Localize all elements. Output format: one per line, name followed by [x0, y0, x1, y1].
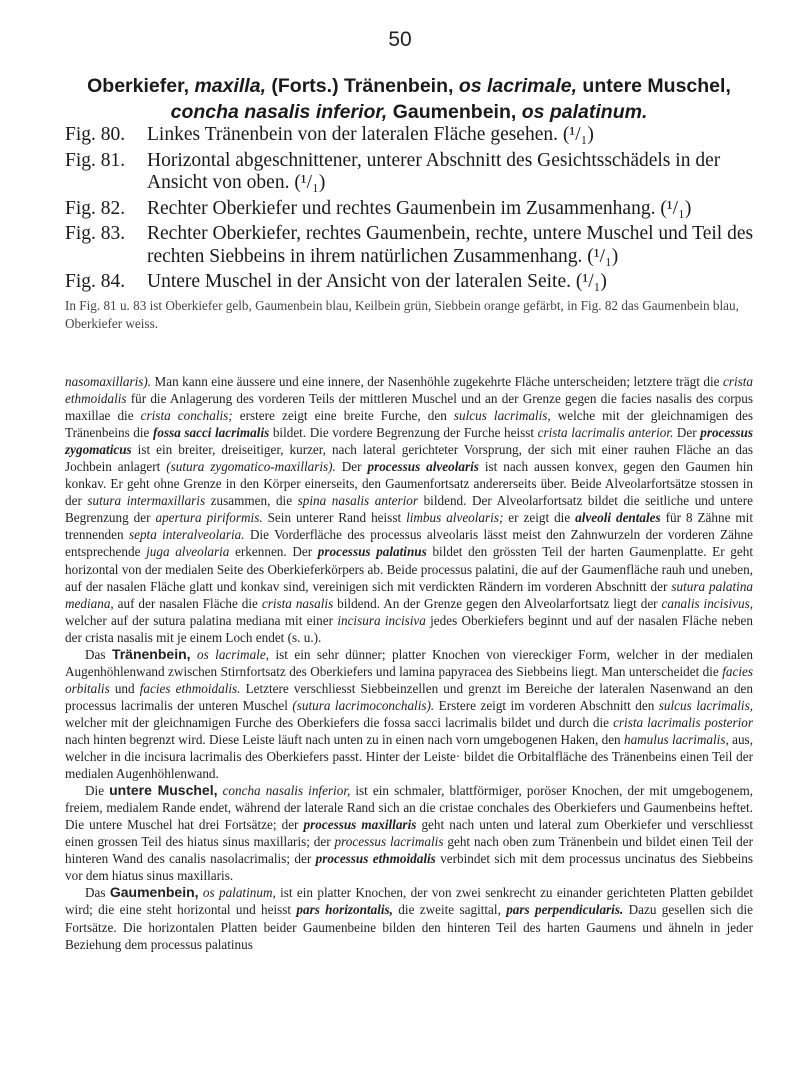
text-run: welcher auf der sutura palatina mediana mit einer [65, 612, 338, 628]
text-run: ist ein sehr dünner; platter Knochen von viereckiger Form, welcher in der medialen Augenhöhlenwand zwischen Stirnfortsatz des Oberkiefers und lamina papyracea des Siebbeins liegt. Man unterscheidet die [65, 646, 753, 679]
figure-caption [65, 124, 755, 147]
text-run: Die Vorderfläche des processus alveolaris lässt meist den Zahnwurzeln der vorderen Zähne entsprechende [65, 527, 753, 560]
text-run: jedes Oberkiefers beginnt und auf der nasalen Fläche neben der crista nasalis mit je einem Loch endet (s. u.). [65, 612, 753, 645]
figure-caption [65, 150, 755, 195]
title-part-latin: os lacrimale, [458, 75, 577, 97]
title-part: Gaumenbein, [387, 101, 522, 123]
term: pars horizontalis, [296, 902, 393, 918]
text-run: ist nach aussen konvex, gegen den Gaumen hin konkav. Er geht ohne Grenze in den Körper einerseits, den Gaumenfortsatz andererseits über. Beide Alveolarfortsätze stossen in der [65, 459, 754, 509]
figure-list [65, 124, 755, 333]
text-run: Das [85, 885, 110, 901]
text-run: verbindet sich mit dem processus uncinatus des Siebbeins vor dem hiatus sinus maxillaris. [65, 851, 753, 884]
text-run: Man kann eine äussere und eine innere, der Nasenhöhle zugekehrte Fläche unterscheiden; letztere trägt die [151, 374, 723, 389]
text-run: für 8 Zähne mit trennenden [65, 510, 753, 543]
term: concha nasalis inferior, [222, 783, 351, 799]
figure-text: Horizontal abgeschnittener, unterer Abschnitt des Gesichtsschädels in der Ansicht von oben. (¹/₁) [147, 149, 721, 193]
text-run: Der [335, 459, 368, 475]
text-run: erkennen. Der [229, 544, 318, 560]
text-run: aus, welcher in die incisura lacrimalis des Oberkiefers passt. Hinter der Leiste· bildet die Orbitalfläche des Tränenbeins einen Teil der medialen Augenhöhlenwand. [65, 731, 753, 782]
text-run: ist ein platter Knochen, der von zwei senkrecht zu einander gerichteten Platten gebildet wird; die eine steht horizontal und heisst [65, 885, 753, 918]
term: crista nasalis [261, 595, 334, 611]
term: os palatinum, [202, 885, 276, 901]
term: sulcus lacrimalis, [658, 697, 753, 713]
term: canalis incisivus, [661, 595, 753, 611]
term: processus zygomaticus [65, 425, 753, 458]
page-number: 50 [388, 28, 412, 51]
page-title [64, 73, 754, 125]
text-run: welcher mit der gleichnamigen Furche des Oberkiefers die fossa sacci lacrimalis bildet und durch die [65, 714, 614, 730]
title-part: untere Muschel, [577, 75, 731, 97]
text-run: ist ein breiter, dreiseitiger, kurzer, nach lateral gerichteter Vorsprung, der sich mit einer rauhen Fläche an das Jochbein anlagert [65, 442, 753, 475]
term: facies orbitalis [65, 663, 753, 696]
title-part-latin: os palatinum. [521, 101, 648, 123]
text-run: er zeigt die [503, 510, 576, 526]
term: processus maxillaris [303, 817, 417, 833]
paragraph [65, 373, 753, 646]
text-run: zusammen, die [205, 493, 298, 509]
term: fossa sacci lacrimalis [152, 425, 270, 441]
figure-label: Fig. 81. [65, 149, 126, 171]
body-text [65, 373, 753, 953]
term: Gaumenbein, [109, 884, 199, 901]
term: sulcus lacrimalis, [453, 408, 551, 424]
text-run: für die Anlagerung des vorderen Teils der mittleren Muschel und an der Grenze gegen die facies nasalis des corpus maxillae die [65, 391, 753, 424]
text-run: Das [85, 646, 112, 662]
term: juga alveolaria [146, 544, 230, 560]
figure-text: Rechter Oberkiefer, rechtes Gaumenbein, rechte, untere Muschel und Teil des rechten Siebbeins in ihrem natürlichen Zusammenhang. (¹/₁) [147, 223, 754, 267]
figure-color-note: In Fig. 81 u. 83 ist Oberkiefer gelb, Gaumenbein blau, Keilbein grün, Siebbein orange gefärbt, in Fig. 82 das Gaumenbein blau, Oberkiefer weiss. [65, 297, 739, 331]
paragraph [65, 646, 753, 782]
term: pars perpendicularis. [506, 902, 624, 918]
text-run: die zweite sagittal, [392, 902, 507, 918]
figure-label: Fig. 83. [65, 223, 126, 244]
term: processus lacrimalis [334, 834, 444, 850]
figure-label: Fig. 80. [65, 124, 126, 145]
term: (sutura lacrimoconchalis). [292, 697, 435, 713]
term: sutura intermaxillaris [87, 493, 206, 509]
text-run: geht nach oben zum Tränenbein und bildet einen Teil der hinteren Wand des canalis nasolacrimalis; der [65, 834, 754, 867]
term: (sutura zygomatico-maxillaris). [166, 459, 336, 475]
text-run: erstere zeigt eine breite Furche, den [232, 408, 454, 424]
term: crista lacrimalis anterior. [537, 425, 674, 441]
text-run: geht nach unten und lateral zum Oberkiefer und verschliesst einen grossen Teil des hiatus sinus maxillaris; der [65, 817, 753, 850]
title-part: Oberkiefer, [87, 75, 195, 97]
term: spina nasalis anterior [297, 493, 418, 509]
text-run: ist ein schmaler, blattförmiger, poröser Knochen, der mit umgebogenem, freiem, medialem Rande endet, während der laterale Rand sich an die cristae conchales des Oberkiefers und Gaumenbeins heftet. Die untere Muschel hat drei Fortsätze; der [65, 783, 754, 833]
term: incisura incisiva [337, 612, 426, 628]
figure-label: Fig. 84. [65, 271, 126, 292]
term: processus palatinus [317, 544, 427, 560]
figure-label: Fig. 82. [65, 197, 126, 219]
term: sutura palatina mediana, [65, 578, 754, 611]
term: processus ethmoidalis [315, 851, 436, 867]
figure-caption [65, 271, 755, 294]
text-run: Letztere verschliesst Siebbeinzellen und grenzt im Bereiche der lateralen Nasenwand an den processus lacrimalis der unteren Muschel [65, 680, 753, 713]
text-run: bildend. An der Grenze gegen den Alveolarfortsatz liegt der [333, 595, 662, 611]
term: alveoli dentales [575, 510, 661, 526]
term: hamulus lacrimalis, [623, 731, 729, 747]
text-run: bildet den grössten Teil der harten Gaumenplatte. Er geht horizontal von der medialen Seite des Oberkieferkörpers ab. Beide processus palatini, die auf der Gaumenfläche rauh und uneben, auf der nasalen Fläche glatt und konkav sind, vereinigen sich mit verdickten Rändern im vorderen Abschnitt der [65, 544, 753, 594]
figure-text: Untere Muschel in der Ansicht von der lateralen Seite. (¹/₁) [147, 271, 607, 292]
text-run: auf der nasalen Fläche die [113, 595, 262, 611]
term: crista lacrimalis posterior [613, 714, 753, 730]
figure-caption [65, 223, 755, 268]
text-run: nach hinten begrenzt wird. Diese Leiste läuft nach unten zu in einen nach vorn umgebogenen Haken, den [65, 731, 624, 747]
title-part-latin: maxilla, [194, 75, 266, 97]
term: crista ethmoidalis [65, 374, 753, 407]
term: untere Muschel, [109, 782, 218, 799]
title-part-latin: concha nasalis inferior, [170, 101, 388, 123]
term: limbus alveolaris; [406, 510, 504, 526]
paragraph [65, 884, 753, 952]
text-run: bildet. Die vordere Begrenzung der Furche heisst [269, 425, 538, 441]
term: nasomaxillaris). [65, 374, 152, 389]
text-run: welche mit der gleichnamigen des Tränenbeins die [65, 408, 754, 441]
term: apertura piriformis. [155, 510, 263, 526]
title-part: (Forts.) Tränenbein, [265, 75, 459, 97]
paragraph [65, 782, 753, 884]
figure-caption [65, 198, 755, 221]
text-run: Erstere zeigt im vorderen Abschnitt den [434, 697, 659, 713]
text-run: Sein unterer Rand heisst [262, 510, 407, 526]
figure-text: Rechter Oberkiefer und rechtes Gaumenbein im Zusammenhang. (¹/₁) [147, 197, 692, 219]
term: os lacrimale, [196, 646, 269, 662]
text-run: Der [673, 425, 701, 441]
term: septa interalveolaria. [128, 527, 245, 543]
text-run: Dazu gesellen sich die Fortsätze. Die horizontalen Platten beider Gaumenbeine bilden den hinteren Teil des harten Gaumens und ähneln in jeder Beziehung dem processus palatinus [65, 902, 753, 952]
term: crista conchalis; [140, 408, 233, 424]
term: Tränenbein, [111, 645, 191, 662]
text-run: bildend. Der Alveolarfortsatz bildet die seitliche und untere Begrenzung der [65, 493, 754, 526]
text-run: Die [85, 783, 110, 799]
figure-text: Linkes Tränenbein von der lateralen Fläche gesehen. (¹/₁) [147, 124, 594, 145]
term: processus alveolaris [367, 459, 479, 475]
text-run: und [109, 680, 140, 696]
term: facies ethmoidalis. [139, 680, 241, 696]
